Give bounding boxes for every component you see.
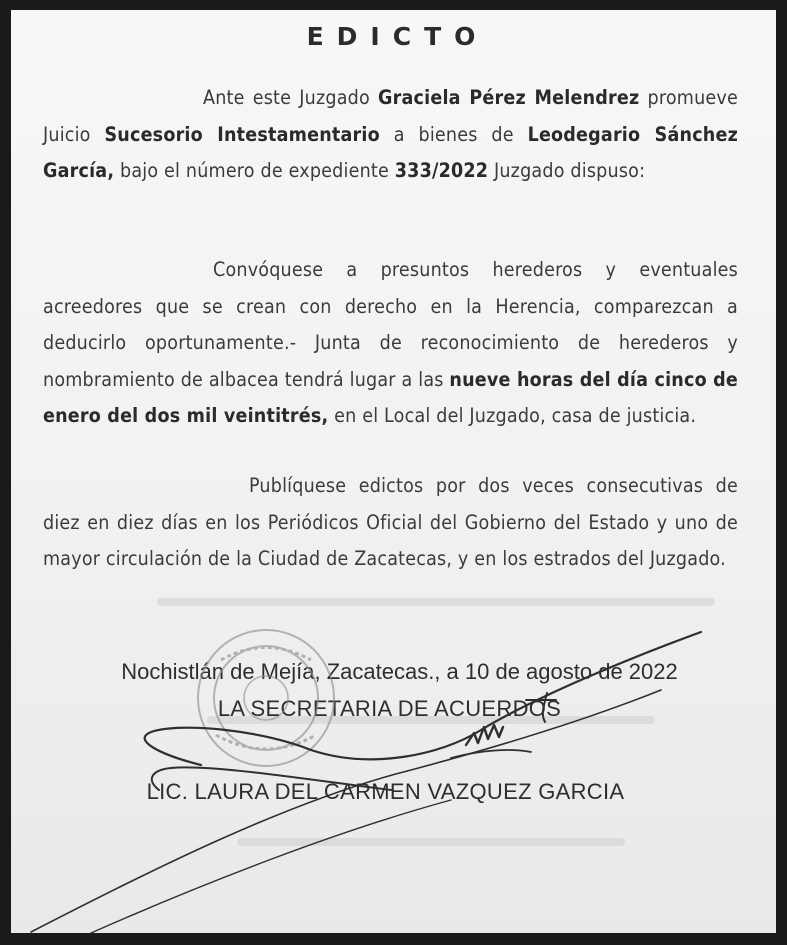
paragraph-1-run-8: Juzgado dispuso: — [488, 159, 646, 182]
paragraph-1-run-4: a bienes de — [379, 122, 528, 146]
paragraph-2-run-1: nueve horas del día cinco de enero del dos mil veintitrés, — [43, 367, 738, 427]
document-title: EDICTO — [306, 22, 489, 51]
paragraph-3-run-0: Publíquese edictos por dos veces consecutivas de diez en diez días en los Periódicos Oficial del Gobierno del Estado y uno de mayor circulación de la Ciudad de Zacatecas, y en los estrados del Juzgado. — [43, 474, 738, 570]
paragraph-1-run-2: promueve Juicio — [43, 86, 738, 146]
place-date: Nochistlán de Mejía, Zacatecas., a 10 de agosto de 2022 — [121, 659, 678, 684]
paragraph-1-run-6: bajo el número de expediente — [114, 159, 395, 182]
paragraph-1-run-1: Graciela Pérez Melendrez — [378, 86, 640, 109]
signer-name: LIC. LAURA DEL CARMEN VAZQUEZ GARCIA — [146, 779, 625, 804]
office-title: LA SECRETARIA DE ACUERDOS — [217, 696, 562, 721]
paragraph-1-run-5: Leodegario Sánchez García, — [43, 122, 738, 182]
paragraph-3 — [43, 468, 738, 578]
edict-document — [11, 10, 776, 933]
paragraph-1 — [43, 80, 738, 190]
paragraph-2-run-0: Convóquese a presuntos herederos y eventuales acreedores que se crean con derecho en la Herencia, comparezcan a deducirlo oportunamente.- Junta de reconocimiento de herederos y nombramiento de albacea tendrá lugar a las — [43, 258, 738, 391]
paragraph-2-run-2: en el Local del Juzgado, casa de justicia. — [328, 404, 697, 427]
paragraph-1-run-0: Ante este Juzgado — [203, 86, 379, 109]
paragraph-1-run-7: 333/2022 — [394, 159, 489, 182]
paragraph-1-run-3: Sucesorio Intestamentario — [104, 122, 380, 146]
paragraph-2 — [43, 252, 738, 435]
